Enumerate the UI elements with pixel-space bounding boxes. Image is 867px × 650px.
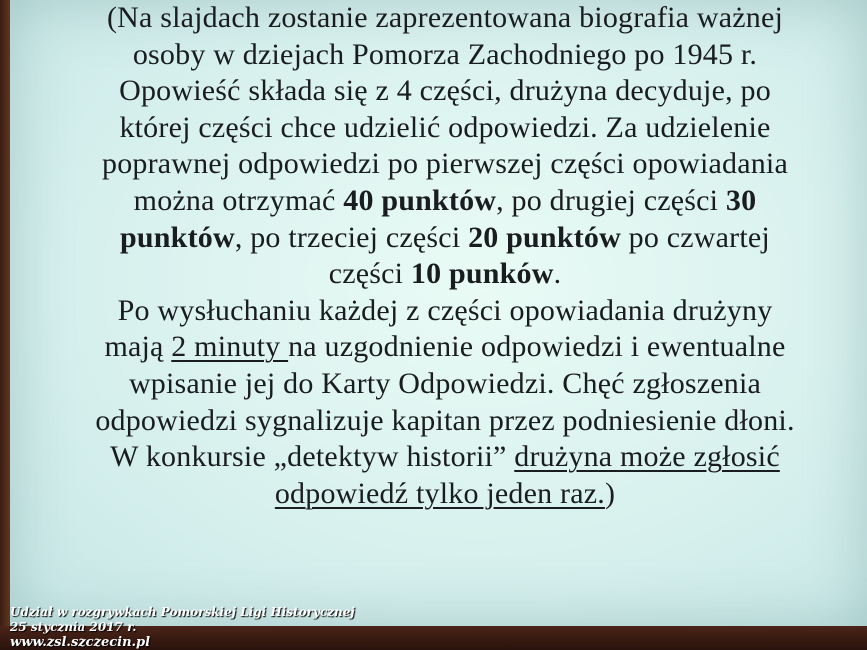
points-30: 30 [725,183,757,217]
line7-text-b: po czwartej [620,220,770,254]
closing-paren: ) [604,476,616,510]
rule-underlined-a: drużyna może zgłosić [514,440,780,474]
line10-text-a: mają [104,330,172,364]
slide-line-11: wpisanie jej do Karty Odpowiedzi. Chęć zgłoszenia [128,366,762,400]
line10-text-b: na uzgodnienie odpowiedzi i ewentualne [288,330,786,364]
line13-text-a: W konkursie „detektyw historii” [110,440,515,474]
slide-line-13 [30,439,860,476]
points-30-unit: punktów [120,220,235,254]
slide-line-12: odpowiedzi sygnalizuje kapitan przez podniesienie dłoni. [95,403,795,437]
slide-line-1: (Na slajdach zostanie zaprezentowana biografia ważnej [106,1,784,34]
slide-line-4: której części chce udzielić odpowiedzi. Za udzielenie [119,110,771,144]
slide-line-3: Opowieść składa się z 4 części, drużyna decyduje, po [119,74,771,108]
line6-text-a: można otrzymać [133,183,344,217]
points-10: 10 punków [410,257,554,291]
line6-text-b: , po drugiej części [496,183,726,217]
slide-line-14 [30,476,860,513]
caption-date: 25 stycznia 2017 r. [10,620,137,634]
slide-text [30,0,860,512]
rule-underlined-b: odpowiedź tylko jeden raz. [274,476,605,510]
line7-text-a: , po trzeciej części [234,220,469,254]
slide-line-5: poprawnej odpowiedzi po pierwszej części opowiadania [102,147,788,181]
photo-caption [10,605,355,650]
slide-line-8 [30,256,860,293]
caption-url: www.zsl.szczecin.pl [10,635,151,650]
points-40: 40 punktów [343,183,497,217]
caption-title: Udział w rozgrywkach Pomorskiej Ligi Historycznej [10,605,355,619]
slide-line-6 [30,183,860,220]
slide-line-10 [30,329,860,366]
slide-line-9: Po wysłuchaniu każdej z części opowiadania drużyny [117,293,773,327]
line8-text-b: . [553,257,562,291]
points-20: 20 punktów [468,220,621,254]
slide-line-2: osoby w dziejach Pomorza Zachodniego po 1945 r. [132,37,758,71]
line8-text-a: części [328,257,411,291]
time-limit: 2 minuty [171,330,289,364]
slide-line-7 [30,220,860,257]
